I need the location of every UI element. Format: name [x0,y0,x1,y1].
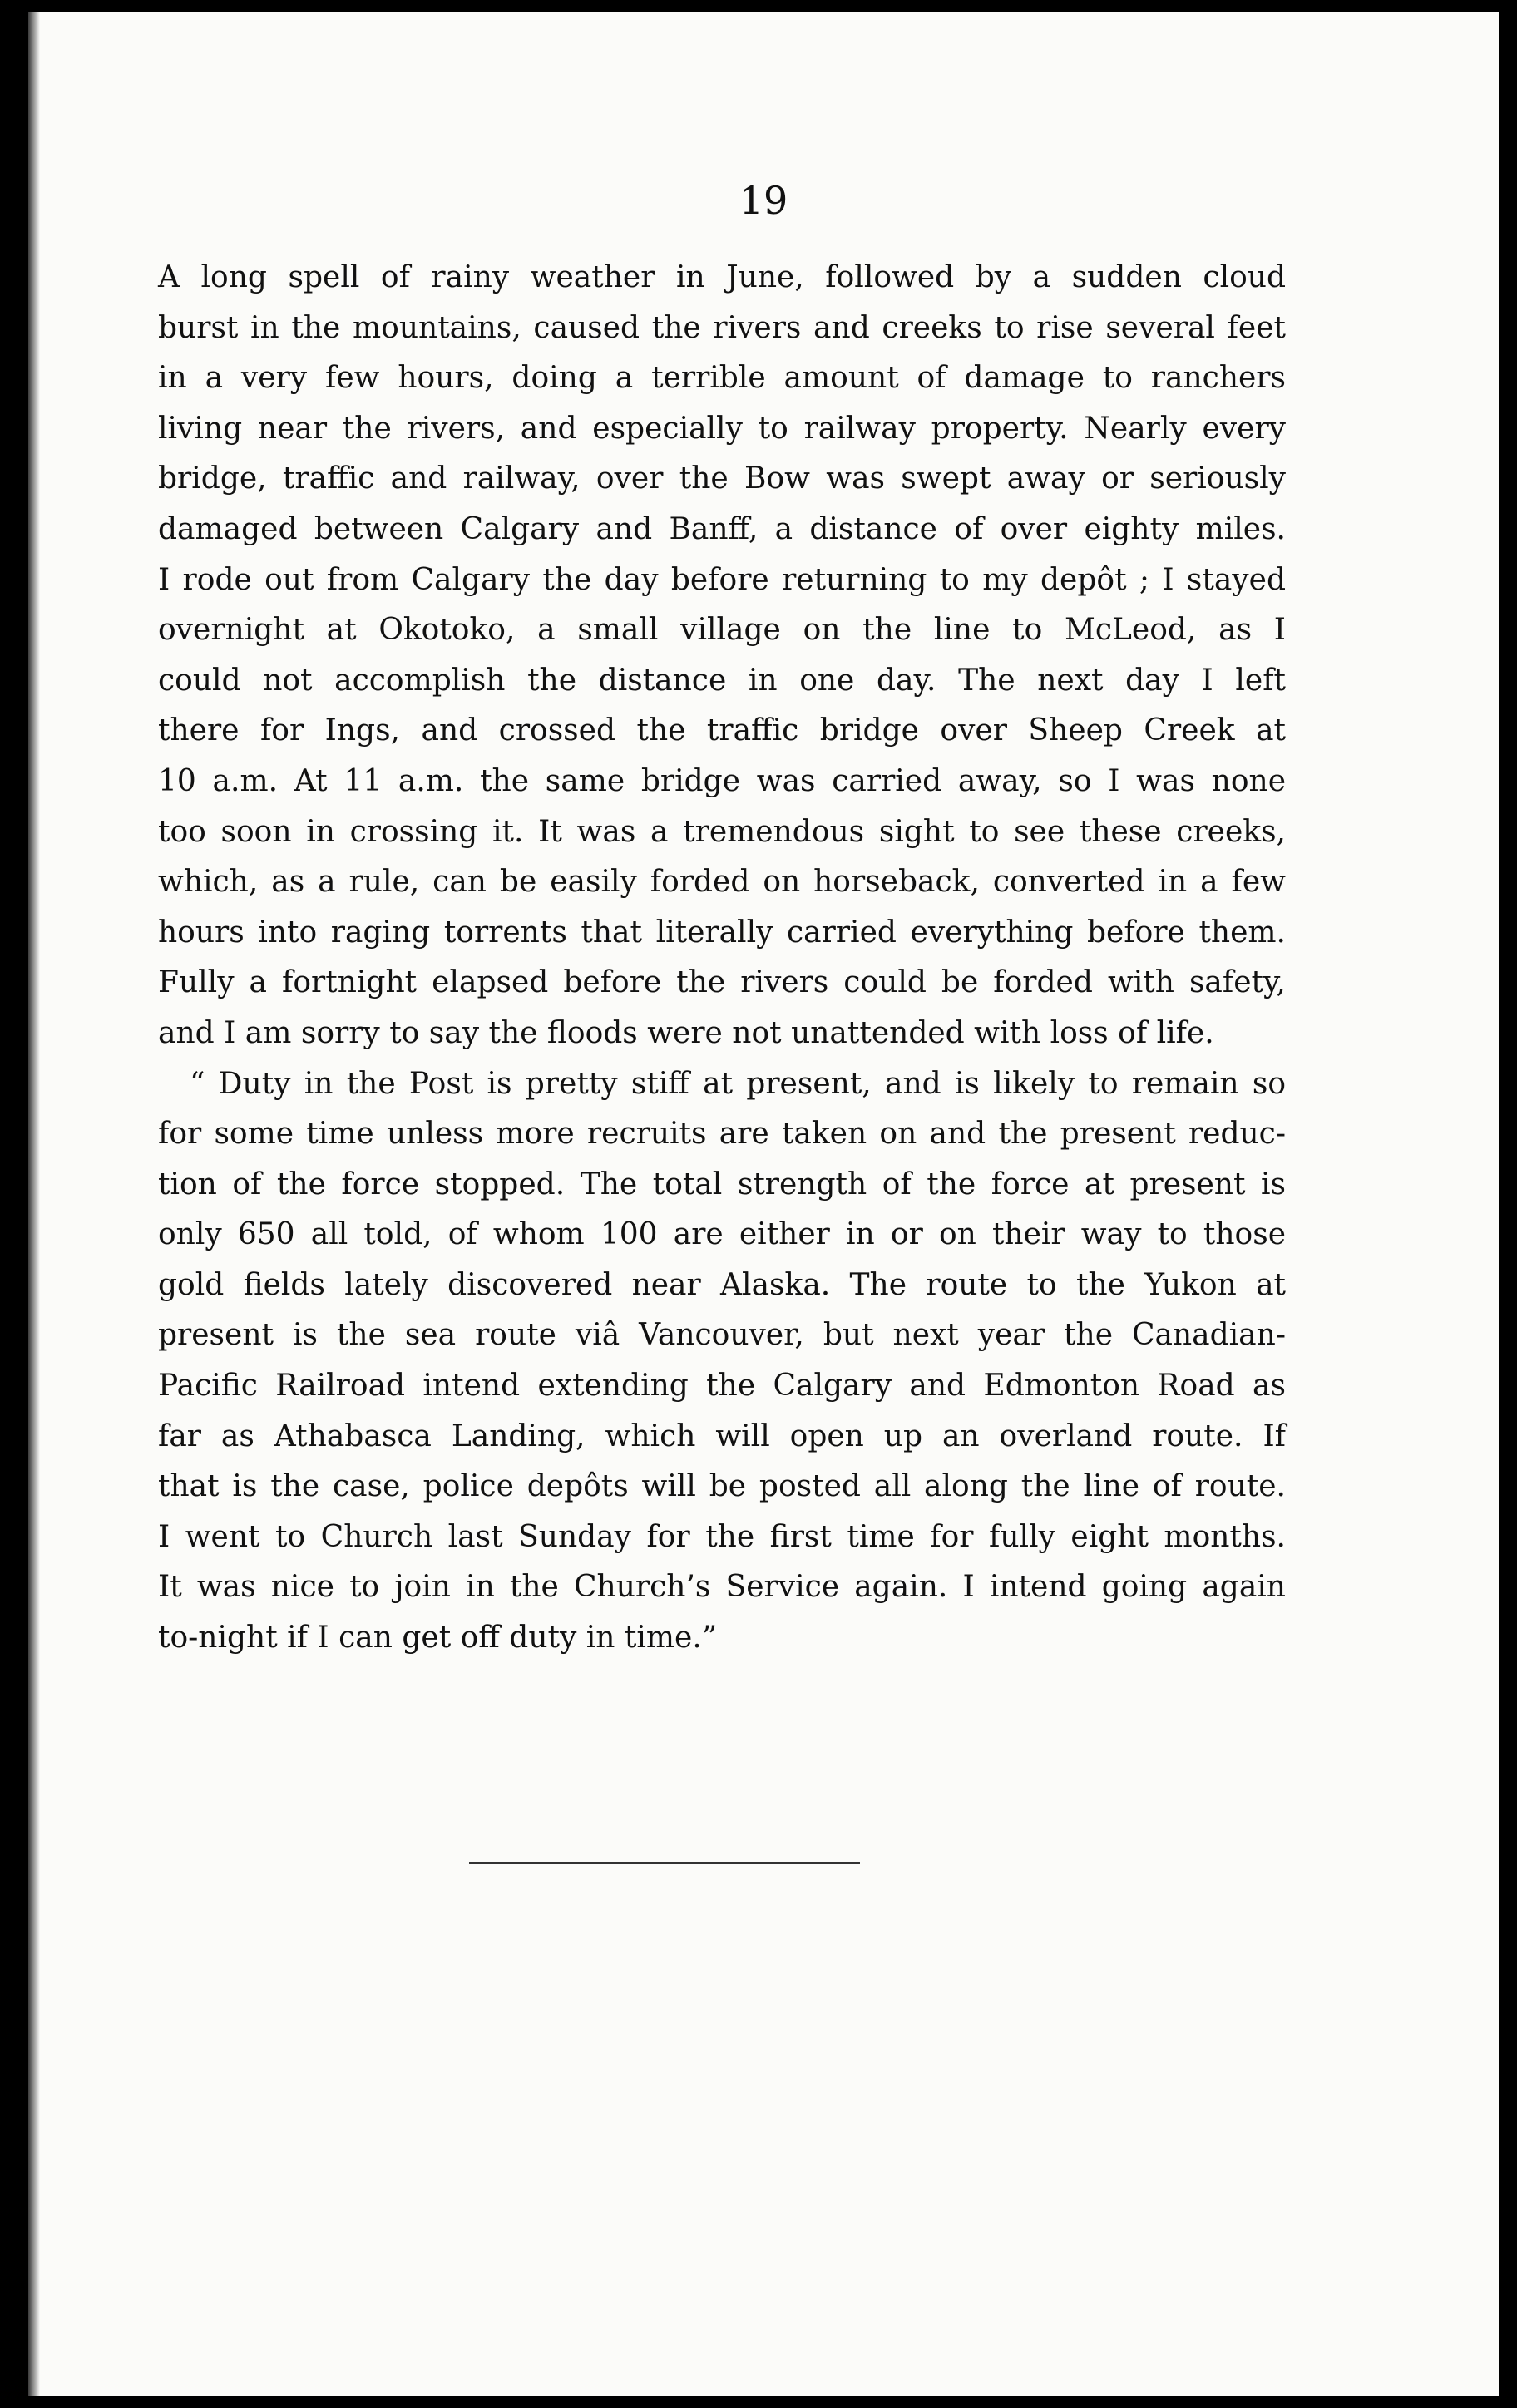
paragraph-1-line-16: and I am sorry to say the floods were not unattended with loss of life. [158,1015,1214,1050]
paragraph-2-line-7: Pacific Railroad intend extending the Calgary and Edmonton Road as [158,1369,1286,1404]
paragraph-2-line-12: to-night if I can get off duty in time.” [158,1621,718,1656]
paragraph-1-line-7: I rode out from Calgary the day before returning to my depôt ; I stayed [158,562,1286,597]
paragraph-2-line-2: for some time unless more recruits are taken on and the present reduc- [158,1117,1286,1152]
paragraph-1-line-1: A long spell of rainy weather in June, followed by a sudden cloud [158,260,1286,294]
paragraph-2-line-10: I went to Church last Sunday for the first time for fully eight months. [158,1519,1286,1554]
paragraph-2-line-5: gold fields lately discovered near Alaska. The route to the Yukon at [158,1267,1286,1302]
paragraph-1-line-8: overnight at Okotoko, a small village on the line to McLeod, as I [158,613,1286,648]
paragraph-1-line-14: hours into raging torrents that literally carried everything before them. [158,915,1286,950]
paragraph-2-line-4: only 650 all told, of whom 100 are either in or on their way to those [158,1217,1286,1252]
paragraph-1-line-9: could not accomplish the distance in one day. The next day I left [158,663,1286,698]
page-edge-shadow [28,12,40,2396]
paragraph-1-line-13: which, as a rule, can be easily forded on horseback, converted in a few [158,865,1286,900]
paragraph-1-line-12: too soon in crossing it. It was a tremendous sight to see these creeks, [158,814,1286,849]
paragraph-2-line-8: far as Athabasca Landing, which will open up an overland route. If [158,1419,1286,1453]
document-page [28,12,1499,2396]
paragraph-1-line-4: living near the rivers, and especially to railway property. Nearly every [158,411,1286,446]
end-rule-divider [469,1862,860,1864]
paragraph-1-line-15: Fully a fortnight elapsed before the rivers could be forded with safety, [158,965,1286,1000]
page-number: 19 [739,178,788,223]
paragraph-2-line-3: tion of the force stopped. The total strength of the force at present is [158,1167,1286,1202]
paragraph-2-line-11: It was nice to join in the Church’s Service again. I intend going again [158,1570,1286,1605]
paragraph-1-line-3: in a very few hours, doing a terrible amount of damage to ranchers [158,361,1286,396]
paragraph-2-line-1: “ Duty in the Post is pretty stiff at present, and is likely to remain so [190,1066,1286,1101]
paragraph-1-line-2: burst in the mountains, caused the rivers and creeks to rise several feet [158,310,1286,345]
body-text [158,253,1286,1664]
paragraph-1-line-5: bridge, traffic and railway, over the Bow was swept away or seriously [158,461,1286,496]
paragraph-1-line-10: there for Ings, and crossed the traffic bridge over Sheep Creek at [158,713,1286,748]
paragraph-1-line-6: damaged between Calgary and Banff, a distance of over eighty miles. [158,511,1286,546]
paragraph-1-line-11: 10 a.m. At 11 a.m. the same bridge was carried away, so I was none [158,763,1286,798]
paragraph-2-line-9: that is the case, police depôts will be posted all along the line of route. [158,1469,1286,1504]
paragraph-2-line-6: present is the sea route viâ Vancouver, but next year the Canadian- [158,1318,1286,1353]
